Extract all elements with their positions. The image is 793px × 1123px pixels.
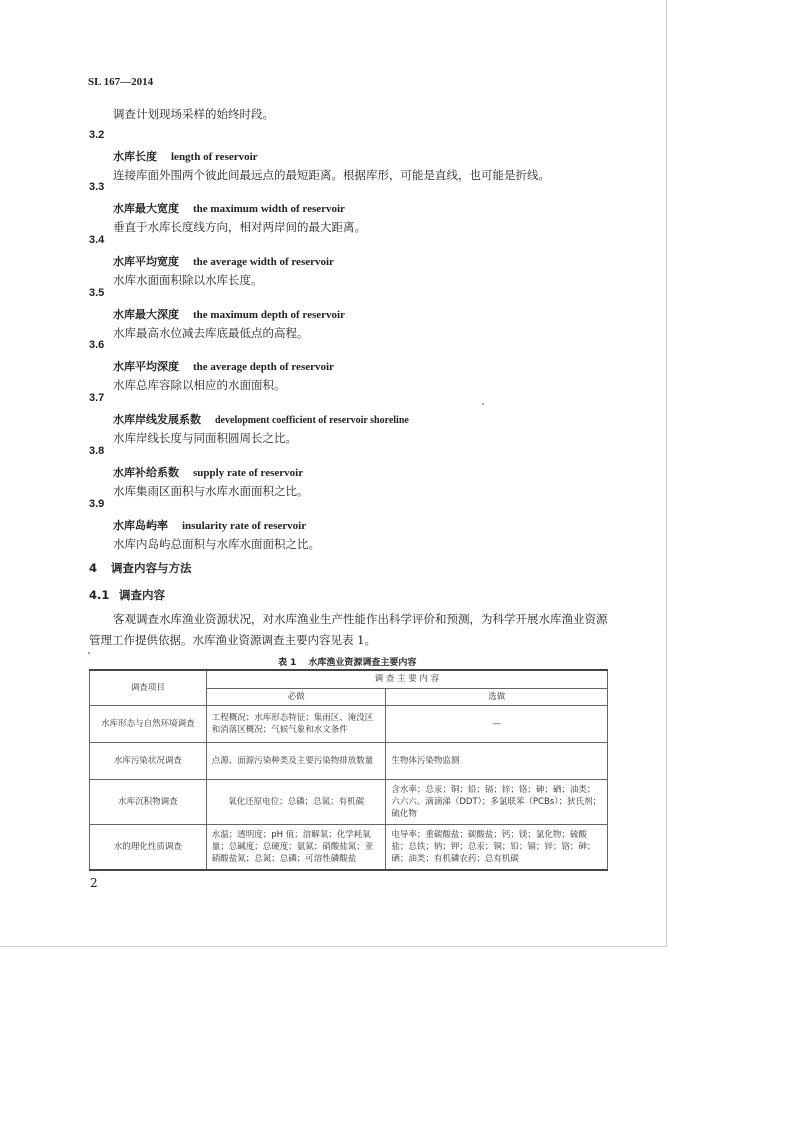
term-number: 3.7	[89, 392, 105, 404]
term-en: the average depth of reservoir	[193, 361, 334, 373]
term-definition: 水库岸线长度与同面积圆周长之比。	[113, 431, 297, 445]
header-content: 调 查 主 要 内 容	[206, 670, 607, 688]
scan-speck	[88, 652, 90, 654]
row-required: 工程概况；水库形态特征；集雨区、淹没区和消落区概况；气候气象和水文条件	[206, 706, 386, 743]
survey-content-table	[89, 669, 608, 871]
table-row	[90, 780, 608, 825]
table-header-row	[90, 670, 608, 688]
row-item: 水库沉积物调查	[90, 780, 207, 825]
subsection-title: 调查内容	[119, 588, 165, 602]
term-zh: 水库平均宽度	[113, 255, 179, 268]
term-zh: 水库补给系数	[113, 466, 179, 479]
row-item: 水库形态与自然环境调查	[90, 706, 207, 743]
term-zh: 水库岸线发展系数	[113, 413, 201, 426]
row-optional: 含水率；总汞；铜；铅；镉；锌；铬；砷；硒；油类；六六六、滴滴涕（DDT）；多氯联苯（PCBs）；狄氏剂；硫化物	[386, 780, 608, 825]
term-definition: 连接库面外围两个彼此间最远点的最短距离。根据库形，可能是直线，也可能是折线。	[113, 168, 550, 182]
row-item: 水库污染状况调查	[90, 743, 207, 780]
term-definition: 水库内岛屿总面积与水库水面面积之比。	[113, 537, 320, 551]
term-number: 3.3	[89, 181, 105, 193]
term-en: the maximum depth of reservoir	[193, 309, 345, 321]
term-en: development coefficient of reservoir shoreline	[215, 415, 409, 426]
term-title	[113, 306, 345, 322]
table-row	[90, 706, 608, 743]
term-zh: 水库最大深度	[113, 308, 179, 321]
row-optional: —	[386, 706, 608, 743]
table-caption-title: 水库渔业资源调查主要内容	[308, 658, 417, 668]
table-caption-number: 表 1	[278, 658, 297, 668]
body-paragraph: 客观调查水库渔业资源状况，对水库渔业生产性能作出科学评价和预测，为科学开展水库渔业资源管理工作提供依据。水库渔业资源调查主要内容见表 1。	[89, 612, 608, 647]
term-title	[113, 411, 409, 427]
term-number: 3.6	[89, 339, 105, 351]
term-zh: 水库长度	[113, 150, 157, 163]
term-definition: 水库总库容除以相应的水面面积。	[113, 378, 286, 392]
term-title	[113, 148, 258, 164]
section-heading	[89, 560, 192, 576]
term-en: the maximum width of reservoir	[193, 203, 345, 215]
table-row	[90, 825, 608, 871]
term-title	[113, 464, 303, 480]
page-number: 2	[90, 876, 98, 890]
standard-code-header: SL 167—2014	[88, 76, 154, 88]
term-en: insularity rate of reservoir	[182, 520, 307, 532]
term-title	[113, 358, 334, 374]
table-row	[90, 743, 608, 780]
row-required: 点源、面源污染种类及主要污染物排放数量	[206, 743, 386, 780]
header-optional: 选做	[386, 688, 608, 706]
section-title: 调查内容与方法	[111, 561, 192, 575]
subsection-number: 4.1	[89, 588, 110, 602]
row-optional: 生物体污染物监测	[386, 743, 608, 780]
continuation-text: 调查计划现场采样的始终时段。	[113, 107, 274, 121]
row-optional: 电导率；重碳酸盐；碳酸盐；钙；镁；氯化物；硫酸盐；总铁；钠；钾；总汞；铜；铅；镉；锌；铬；砷；硒；油类；有机磷农药；总有机碳	[386, 825, 608, 871]
term-number: 3.9	[89, 498, 105, 510]
term-en: length of reservoir	[171, 151, 258, 163]
term-zh: 水库最大宽度	[113, 202, 179, 215]
scan-speck	[482, 403, 484, 405]
term-number: 3.8	[89, 445, 105, 457]
term-number: 3.2	[89, 129, 105, 141]
section-number: 4	[89, 561, 98, 575]
term-title	[113, 253, 334, 269]
row-item: 水的理化性质调查	[90, 825, 207, 871]
term-title	[113, 517, 306, 533]
term-en: the average width of reservoir	[193, 256, 334, 268]
term-title	[113, 200, 345, 216]
term-zh: 水库平均深度	[113, 360, 179, 373]
term-en: supply rate of reservoir	[193, 467, 304, 479]
term-definition: 垂直于水库长度线方向，相对两岸间的最大距离。	[113, 220, 366, 234]
term-number: 3.5	[89, 287, 105, 299]
term-number: 3.4	[89, 234, 105, 246]
term-definition: 水库最高水位减去库底最低点的高程。	[113, 326, 309, 340]
row-required: 氧化还原电位；总磷；总氮；有机碳	[206, 780, 386, 825]
table-caption	[278, 655, 416, 668]
header-item: 调查项目	[90, 670, 207, 706]
subsection-heading	[89, 587, 165, 603]
term-definition: 水库水面面积除以水库长度。	[113, 273, 263, 287]
term-zh: 水库岛屿率	[113, 519, 168, 532]
term-definition: 水库集雨区面积与水库水面面积之比。	[113, 484, 309, 498]
header-required: 必做	[206, 688, 386, 706]
row-required: 水温；透明度；pH 值；溶解氧；化学耗氧量；总碱度；总硬度；氨氮；硝酸盐氮；亚硝酸盐氮；总氮；总磷；可溶性磷酸盐	[206, 825, 386, 871]
